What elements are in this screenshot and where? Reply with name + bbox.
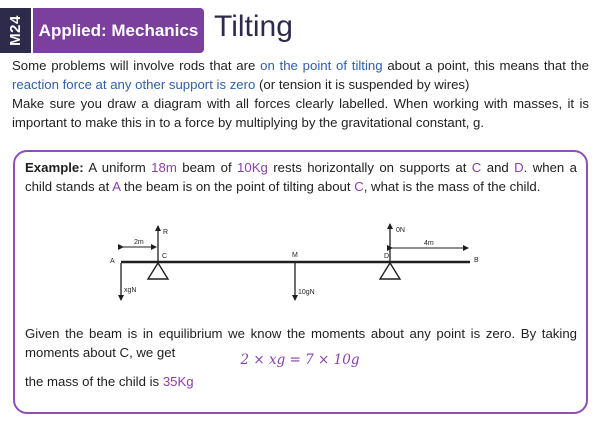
support-c-2: C bbox=[354, 179, 364, 194]
answer-line bbox=[25, 372, 194, 391]
point-a: A bbox=[112, 179, 121, 194]
label-d: D bbox=[384, 253, 390, 260]
highlight-tilting: on the point of tilting bbox=[260, 58, 383, 73]
example-label: Example: bbox=[25, 160, 84, 175]
example-text: rests horizontally on supports at bbox=[267, 160, 472, 175]
support-c-triangle bbox=[148, 263, 168, 279]
topic-code: M24 bbox=[7, 15, 24, 46]
answer-value: 35Kg bbox=[162, 374, 194, 389]
intro-text: about a point, this means that the bbox=[382, 58, 589, 73]
example-text: A uniform bbox=[83, 160, 152, 175]
highlight-reaction: reaction force at any other support is zero bbox=[12, 77, 256, 92]
label-c: C bbox=[162, 253, 168, 260]
moment-equation: 2 × xg = 7 × 10g bbox=[240, 352, 360, 368]
example-text: . when a child stands at bbox=[25, 160, 578, 194]
label-r: R bbox=[163, 229, 169, 236]
label-10gn: 10gN bbox=[298, 289, 315, 296]
example-text: beam of bbox=[176, 160, 238, 175]
beam-length: 18m bbox=[151, 160, 177, 175]
page-title: Tilting bbox=[214, 10, 293, 43]
beam-mass: 10Kg bbox=[237, 160, 268, 175]
label-2m: 2m bbox=[134, 239, 144, 246]
label-b: B bbox=[474, 257, 479, 264]
label-4m: 4m bbox=[424, 240, 434, 247]
support-d: D bbox=[514, 160, 524, 175]
answer-text: the mass of the child is bbox=[25, 374, 163, 389]
label-a: A bbox=[110, 258, 115, 265]
example-text: the beam is on the point of tilting about bbox=[120, 179, 355, 194]
solution-text: Given the beam is in equilibrium we know the moments about any point is zero. By taking moments about C, we get bbox=[25, 326, 577, 360]
label-xgn: xgN bbox=[124, 287, 137, 294]
label-m: M bbox=[292, 252, 298, 259]
topic-label: Applied: Mechanics bbox=[33, 8, 204, 53]
intro-paragraph-2: Make sure you draw a diagram with all forces clearly labelled. When working with masses, it is important to make this in to a force by multiplying by the gravitational constant, g. bbox=[12, 96, 589, 130]
support-c: C bbox=[471, 160, 482, 175]
intro-text: Some problems will involve rods that are bbox=[12, 58, 261, 73]
example-text: , what is the mass of the child. bbox=[363, 179, 541, 194]
support-d-triangle bbox=[380, 263, 400, 279]
label-0n: 0N bbox=[396, 227, 405, 234]
intro-text: (or tension it is suspended by wires) bbox=[255, 77, 470, 92]
example-text: and bbox=[481, 160, 515, 175]
